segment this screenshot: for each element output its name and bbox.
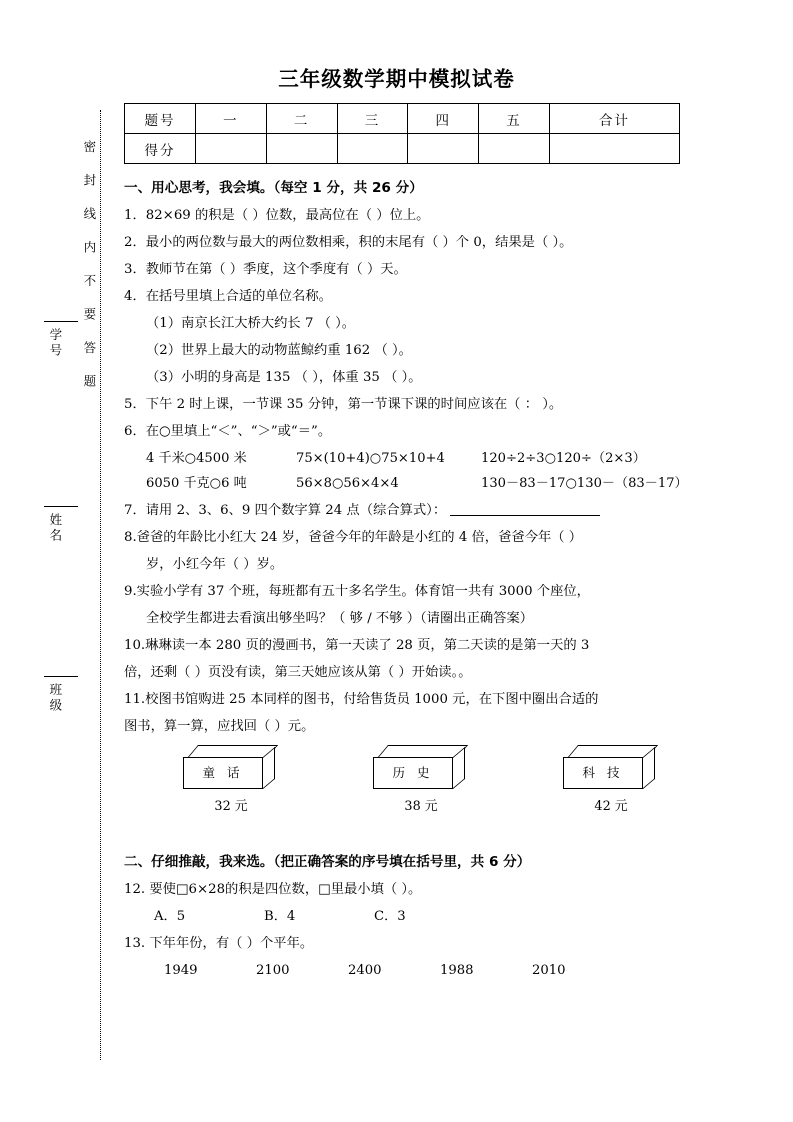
exam-body xyxy=(124,172,688,986)
question-4: 4．在括号里填上合适的单位名称。 xyxy=(124,288,332,304)
book-price: 32 元 xyxy=(214,799,248,815)
year-option[interactable]: 1988 xyxy=(440,962,474,978)
question-4-sub-1: （1）南京长江大桥大约长 7 （ ）。 xyxy=(146,315,356,331)
question-9: 9.实验小学有 37 个班，每班都有五十多名学生。体育馆一共有 3000 个座位， xyxy=(124,583,590,599)
book-title-label: 童 话 xyxy=(202,765,244,781)
question-7 xyxy=(124,500,684,522)
score-table-cell: 二 xyxy=(266,104,337,134)
question-10-line-2: 倍，还剩（ ）页没有读，第三天她应该从第（ ）开始读。。 xyxy=(124,664,472,680)
book-price: 42 元 xyxy=(594,799,628,815)
compare-item: 120÷2÷3○120÷（2×3） xyxy=(481,450,646,466)
score-input-cell[interactable] xyxy=(266,134,337,164)
question-13-year-options xyxy=(164,960,684,981)
table-row xyxy=(125,104,680,134)
book-title-label: 科 技 xyxy=(582,765,624,781)
compare-row-2 xyxy=(146,473,688,494)
page-title: 三年级数学期中模拟试卷 xyxy=(278,67,515,91)
question-13: 13. 下年年份，有（ ）个平年。 xyxy=(124,935,314,951)
book-item-1[interactable] xyxy=(156,745,306,818)
score-table-cell: 合计 xyxy=(549,104,679,134)
name-label: 姓名 xyxy=(47,513,63,544)
question-10: 10.琳琳读一本 280 页的漫画书，第一天读了 28 页，第二天读的是第一天的 3 xyxy=(124,637,590,653)
book-icon xyxy=(183,745,279,791)
score-table-cell: 四 xyxy=(408,104,479,134)
score-table-cell: 题号 xyxy=(125,104,196,134)
question-11-line-2: 图书，算一算，应找回（ ）元。 xyxy=(124,718,315,734)
section-1-heading: 一、用心思考，我会填。（每空 1 分，共 26 分） xyxy=(124,180,423,196)
compare-item: 130－83－17○130－（83－17） xyxy=(481,476,688,491)
book-title-label: 历 史 xyxy=(392,765,434,781)
question-6: 6．在○里填上“＜”、“＞”或“＝”。 xyxy=(124,423,332,439)
score-table xyxy=(124,103,680,164)
question-7-text: 7．请用 2、3、6、9 四个数字算 24 点（综合算式）： xyxy=(124,502,447,518)
section-2-heading: 二、仔细推敲，我来选。（把正确答案的序号填在括号里，共 6 分） xyxy=(124,854,531,871)
sealing-dotted-line xyxy=(100,110,101,1060)
student-id-column xyxy=(44,315,66,363)
book-side-face xyxy=(453,747,465,789)
compare-item: 6050 千克○6 吨 xyxy=(146,476,247,491)
seal-word-column xyxy=(78,140,100,394)
year-option[interactable]: 2400 xyxy=(348,962,382,978)
class-column xyxy=(44,670,66,718)
score-input-cell[interactable] xyxy=(337,134,408,164)
book-item-2[interactable] xyxy=(346,745,496,818)
choice-c[interactable]: C．3 xyxy=(374,909,406,925)
score-table-cell: 一 xyxy=(196,104,267,134)
compare-item: 75×(10+4)○75×10+4 xyxy=(296,450,445,466)
score-table-cell: 三 xyxy=(337,104,408,134)
class-label: 班级 xyxy=(47,683,63,714)
question-8: 8.爸爸的年龄比小红大 24 岁，爸爸今年的年龄是小红的 4 倍，爸爸今年（ ） xyxy=(124,529,583,545)
question-12-choices xyxy=(154,906,684,927)
book-item-3[interactable] xyxy=(536,745,686,818)
score-table-cell: 得分 xyxy=(125,134,196,164)
book-icon xyxy=(563,745,659,791)
score-table-cell: 五 xyxy=(479,104,550,134)
compare-item: 56×8○56×4×4 xyxy=(296,476,399,491)
score-input-cell[interactable] xyxy=(479,134,550,164)
score-input-cell[interactable] xyxy=(408,134,479,164)
question-9-line-2: 全校学生都进去看演出够坐吗？（ 够 / 不够 ）（请圈出正确答案） xyxy=(146,610,534,626)
book-figures xyxy=(146,745,684,837)
class-blank-line xyxy=(44,676,78,677)
book-price: 38 元 xyxy=(404,799,438,815)
student-id-label: 学号 xyxy=(47,328,63,359)
question-4-sub-3: （3）小明的身高是 135 （ ），体重 35 （ ）。 xyxy=(146,369,422,385)
question-11: 11.校图书馆购进 25 本同样的图书，付给售货员 1000 元，在下图中圈出合适的 xyxy=(124,691,599,707)
seal-word-label: 密 封 线 内 不 要 答 题 xyxy=(81,140,97,390)
year-option[interactable]: 1949 xyxy=(164,962,198,978)
student-id-blank-line xyxy=(44,321,78,322)
choice-b[interactable]: B．4 xyxy=(264,909,296,925)
question-2: 2．最小的两位数与最大的两位数相乘，积的末尾有（ ）个 0，结果是（ ）。 xyxy=(124,234,573,250)
compare-row-1 xyxy=(146,448,684,469)
year-option[interactable]: 2010 xyxy=(532,962,566,978)
question-8-line-2: 岁，小红今年（ ）岁。 xyxy=(146,556,284,572)
question-1: 1．82×69 的积是（ ）位数，最高位在（ ）位上。 xyxy=(124,207,430,223)
compare-item: 4 千米○4500 米 xyxy=(146,450,247,466)
question-12: 12. 要使□6×28的积是四位数，□里最小填（ ）。 xyxy=(124,882,422,897)
book-icon xyxy=(373,745,469,791)
name-column xyxy=(44,500,66,548)
score-input-cell[interactable] xyxy=(549,134,679,164)
score-input-cell[interactable] xyxy=(196,134,267,164)
book-side-face xyxy=(263,747,275,789)
question-3: 3．教师节在第（ ）季度，这个季度有（ ）天。 xyxy=(124,261,407,277)
year-option[interactable]: 2100 xyxy=(256,962,290,978)
question-5: 5．下午 2 时上课，一节课 35 分钟，第一节课下课的时间应该在（ ： ）。 xyxy=(124,396,563,412)
choice-a[interactable]: A．5 xyxy=(154,909,186,925)
book-side-face xyxy=(643,747,655,789)
name-blank-line xyxy=(44,506,78,507)
question-7-answer-line[interactable] xyxy=(450,515,600,516)
table-row xyxy=(125,134,680,164)
question-4-sub-2: （2）世界上最大的动物蓝鲸约重 162 （ ）。 xyxy=(146,342,412,358)
